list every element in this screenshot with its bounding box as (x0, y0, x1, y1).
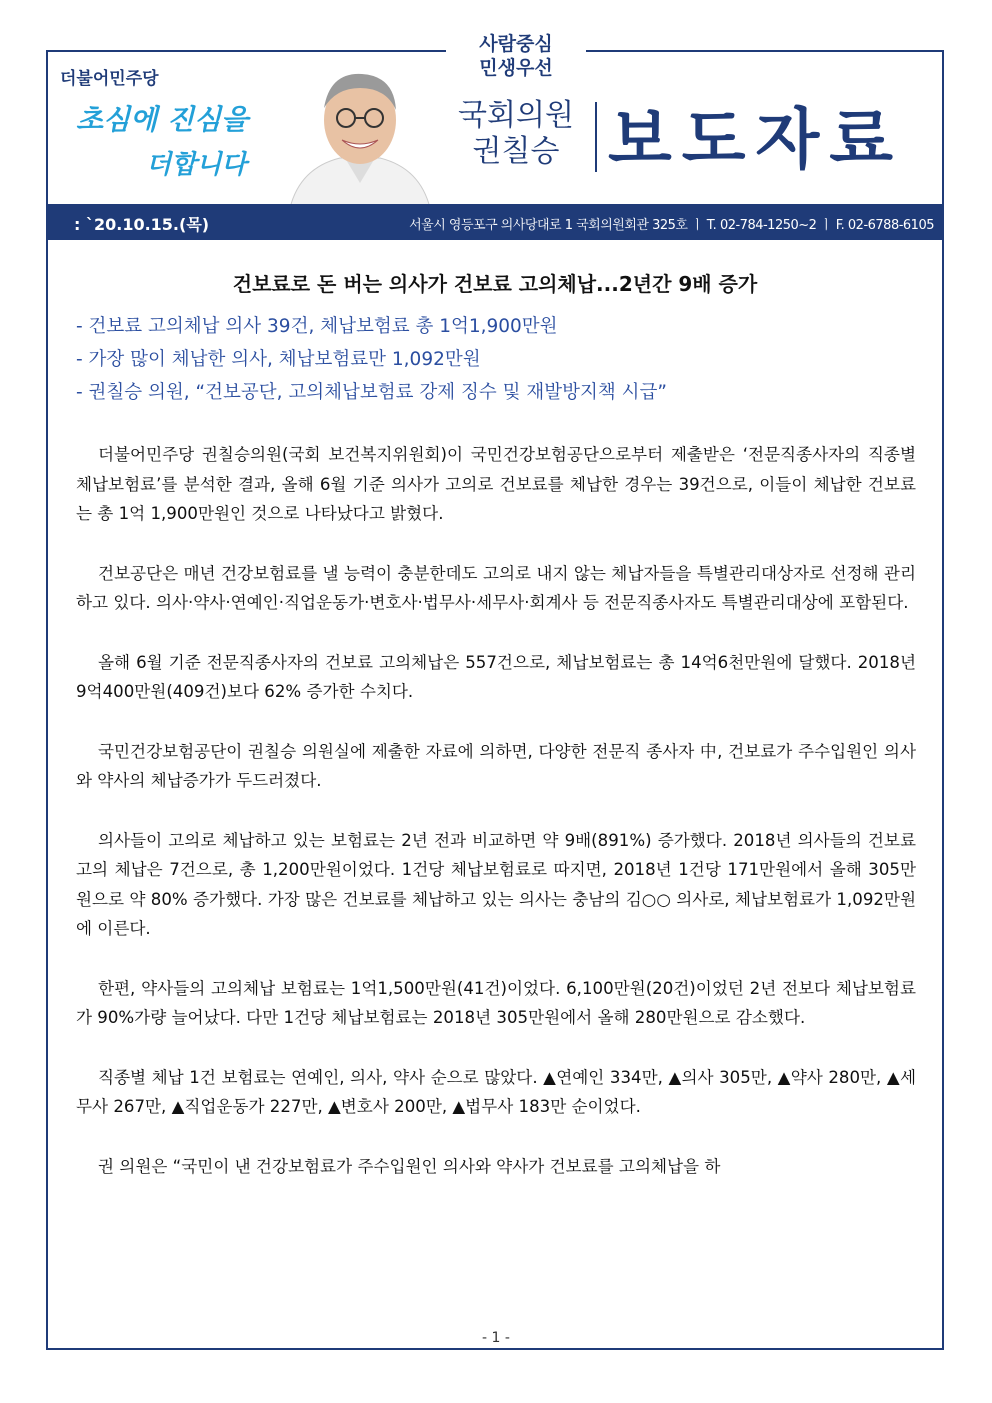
summary-bullets (76, 310, 936, 409)
page-number: - 1 - (482, 1330, 510, 1346)
slogan (76, 98, 276, 198)
headline: 건보료로 돈 버는 의사가 건보료 고의체납...2년간 9배 증가 (232, 272, 758, 296)
body-paragraph: 의사들이 고의로 체납하고 있는 보험료는 2년 전과 비교하면 약 9배(891%) 증가했다. 2018년 의사들의 건보료 고의 체납은 7건으로, 총 1,200만원이었다. 1건당 체납보험료로 따지면, 2018년 1건당 171만원에서 올해 305만원으로 약 80% 증가했다. 가장 많은 건보료를 체납하고 있는 의사는 충남의 김○○ 의사로, 체납보험료가 1,092만원에 이른다. (76, 830, 916, 938)
body-paragraph: 권 의원은 “국민이 낸 건강보험료가 주수입원인 의사와 약사가 건보료를 고의체납을 하 (98, 1156, 721, 1176)
body-paragraph: 건보공단은 매년 건강보험료를 낼 능력이 충분한데도 고의로 내지 않는 체납자들을 특별관리대상자로 선정해 관리하고 있다. 의사·약사·연예인·직업운동가·변호사·법무사·세무사·회계사 등 전문직종사자도 특별관리대상에 포함된다. (76, 563, 916, 612)
info-bar (48, 204, 942, 240)
body-paragraph: 더불어민주당 권칠승의원(국회 보건복지위원회)이 국민건강보험공단으로부터 제출받은 ‘전문직종사자의 직종별 체납보험료’를 분석한 결과, 올해 6월 기준 의사가 고의로 건보료를 체납한 경우는 39건으로, 이들이 체납한 건보료는 총 1억 1,900만원인 것으로 나타났다고 밝혔다. (76, 445, 916, 523)
member-name: 권칠승 (472, 134, 560, 169)
party-name: 더불어민주당 (60, 69, 159, 89)
header-divider (595, 102, 597, 172)
body-paragraph: 한편, 약사들의 고의체납 보험료는 1억1,500만원(41건)이었다. 6,100만원(20건)이었던 2년 전보다 체납보험료가 90%가량 늘어났다. 다만 1건당 체납보험료는 2018년 305만원에서 올해 280만원으로 감소했다. (76, 978, 916, 1027)
release-date: : `20.10.15.(목) (74, 215, 210, 234)
body-paragraph: 올해 6월 기준 전문직종사자의 건보료 고의체납은 557건으로, 체납보험료는 총 14억6천만원에 달했다. 2018년 9억400만원(409건)보다 62% 증가한 수치다. (76, 652, 916, 701)
member-label: 국회의원 (458, 98, 574, 133)
article-body (76, 440, 916, 1211)
member-portrait (280, 58, 440, 208)
motto-line-2: 민생우선 (479, 57, 553, 79)
summary-bullet: - 건보료 고의체납 의사 39건, 체납보험료 총 1억1,900만원 (76, 316, 558, 337)
summary-bullet: - 가장 많이 체납한 의사, 체납보험료만 1,092만원 (76, 349, 481, 370)
summary-bullet: - 권칠승 의원, “건보공단, 고의체납보험료 강제 징수 및 재발방지책 시급” (76, 382, 667, 403)
body-paragraph: 국민건강보험공단이 권칠승 의원실에 제출한 자료에 의하면, 다양한 전문직 종사자 中, 건보료가 주수입원인 의사와 약사의 체납증가가 두드러졌다. (76, 741, 916, 790)
motto-line-1: 사람중심 (479, 33, 553, 55)
document-type: 보도자료 (608, 101, 904, 178)
slogan-line-2: 더합니다 (146, 150, 247, 180)
member-title (446, 98, 586, 170)
press-header (48, 33, 942, 204)
motto (446, 32, 586, 80)
slogan-line-1: 초심에 진심을 (76, 103, 249, 136)
body-paragraph: 직종별 체납 1건 보험료는 연예인, 의사, 약사 순으로 많았다. ▲연예인 334만, ▲의사 305만, ▲약사 280만, ▲세무사 267만, ▲직업운동가 227만, ▲변호사 200만, ▲법무사 183만 순이었다. (76, 1067, 916, 1116)
office-address: 서울시 영등포구 의사당대로 1 국회의원회관 325호 ㅣ T. 02-784-1250~2 ㅣ F. 02-6788-6105 (409, 218, 934, 233)
